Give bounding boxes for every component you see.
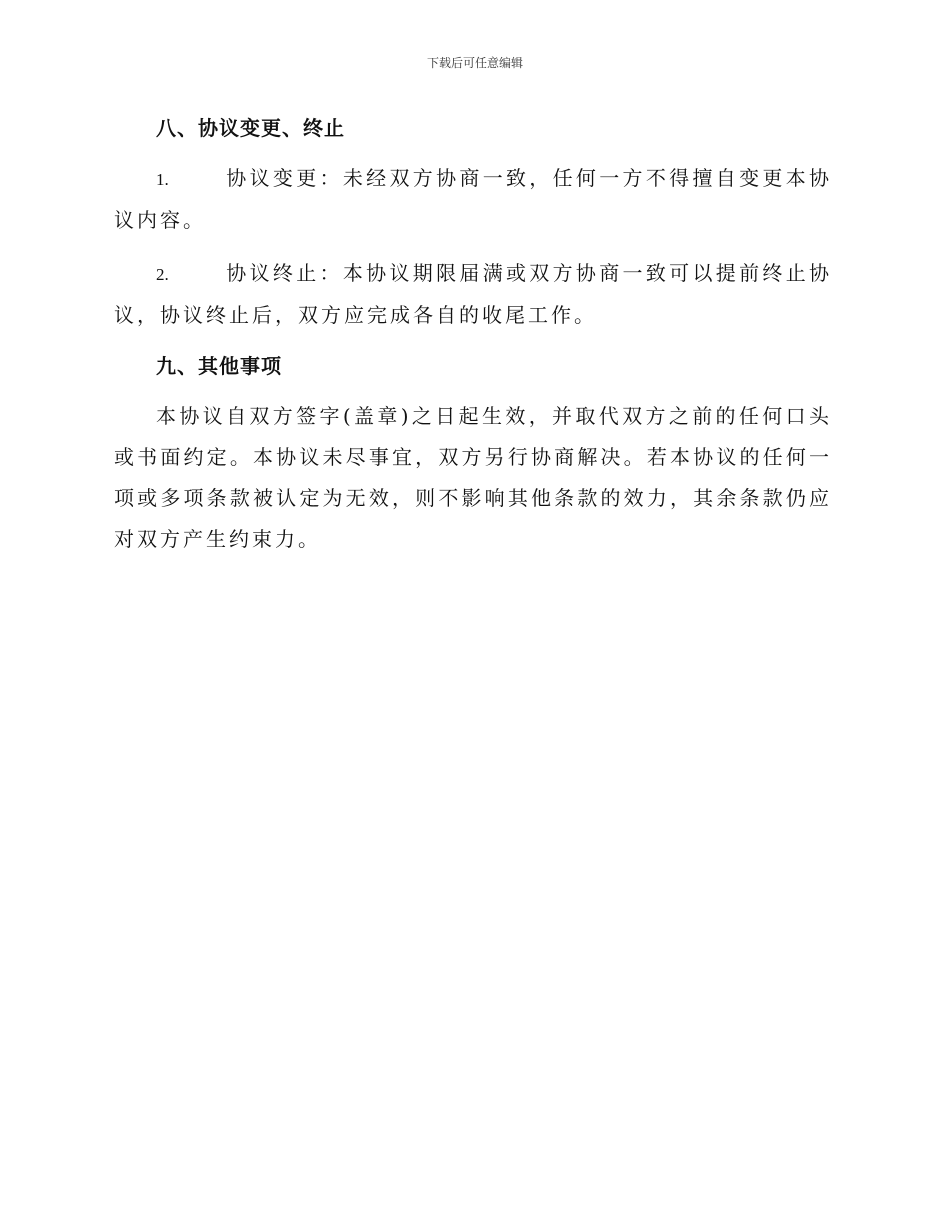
list-item-number: 1.	[156, 170, 169, 189]
list-item-text: 协议变更：未经双方协商一致，任何一方不得擅自变更本协议内容。	[114, 166, 832, 232]
section-paragraph: 本协议自双方签字(盖章)之日起生效，并取代双方之前的任何口头或书面约定。本协议未尽事宜，双方另行协商解决。若本协议的任何一项或多项条款被认定为无效，则不影响其他条款的效力，其余条款仍应对双方产生约束力。	[114, 404, 832, 551]
list-item-text: 协议终止：本协议期限届满或双方协商一致可以提前终止协议，协议终止后，双方应完成各自的收尾工作。	[114, 261, 832, 327]
section-heading-9: 九、其他事项	[156, 354, 282, 378]
list-item-number: 2.	[156, 265, 169, 284]
list-item	[114, 253, 832, 336]
page-header: 下载后可任意编辑	[426, 56, 523, 70]
document-body	[114, 108, 832, 560]
list-item	[114, 158, 832, 241]
section-heading-8: 八、协议变更、终止	[156, 116, 345, 140]
